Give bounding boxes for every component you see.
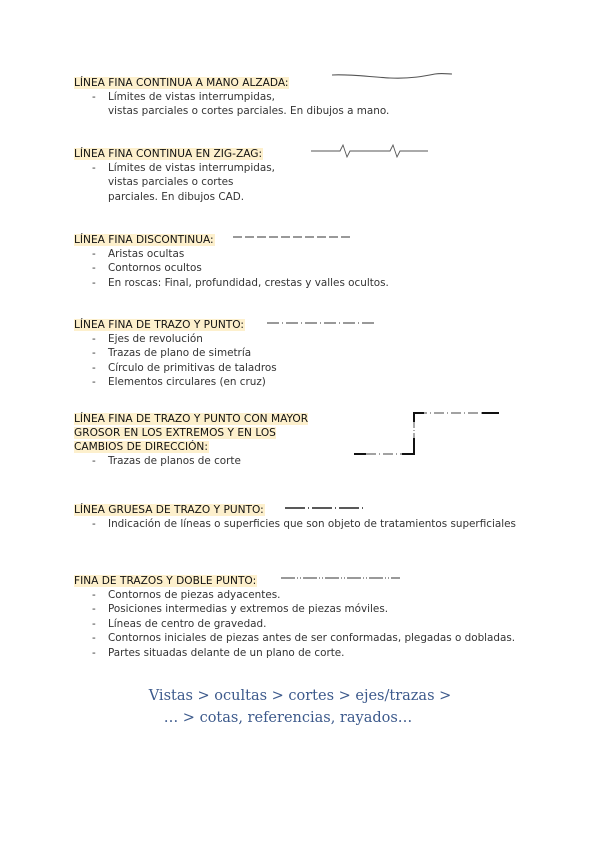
thick-dash-dot-sample xyxy=(284,502,366,512)
section-heading xyxy=(74,318,245,332)
summary-priority-line-1: Vistas > ocultas > cortes > ejes/trazas > xyxy=(148,688,452,704)
dashed-line-sample xyxy=(232,231,354,241)
section-zigzag-line xyxy=(74,142,275,204)
list-item: - Trazas de planos de corte xyxy=(92,454,308,468)
section-item-list xyxy=(74,517,544,531)
list-item: - Contornos iniciales de piezas antes de ser conformadas, plegadas o dobladas. xyxy=(92,631,544,645)
list-item: - Círculo de primitivas de taladros xyxy=(92,361,277,375)
section-item-list xyxy=(74,332,277,390)
heading-text: FINA DE TRAZOS Y DOBLE PUNTO: xyxy=(74,575,257,587)
section-heading xyxy=(74,503,265,517)
section-heading xyxy=(74,574,257,588)
list-item: - Líneas de centro de gravedad. xyxy=(92,617,544,631)
list-item: - Elementos circulares (en cruz) xyxy=(92,375,277,389)
summary-priority-line-2: … > cotas, referencias, rayados… xyxy=(163,710,413,726)
double-dot-line-sample xyxy=(280,572,402,582)
section-dash-dot-thick-ends xyxy=(74,412,308,468)
list-item: - Límites de vistas interrumpidas, vistas parciales o cortes parciales. En dibujos CAD. xyxy=(92,161,275,204)
list-item: - Indicación de líneas o superficies que son objeto de tratamientos superficiales xyxy=(92,517,544,531)
section-heading xyxy=(74,147,263,161)
list-item: - Ejes de revolución xyxy=(92,332,277,346)
cutting-plane-sample xyxy=(352,408,502,460)
heading-text: LÍNEA FINA CONTINUA A MANO ALZADA: xyxy=(74,77,289,89)
section-item-list xyxy=(74,588,544,660)
heading-text: LÍNEA FINA DE TRAZO Y PUNTO CON MAYOR GROSOR EN LOS EXTREMOS Y EN LOS CAMBIOS DE DIRECCIÓN: xyxy=(74,413,309,453)
section-dash-dot-line xyxy=(74,313,277,390)
dash-dot-line-sample xyxy=(266,317,376,327)
list-item: - En roscas: Final, profundidad, crestas y valles ocultos. xyxy=(92,276,389,290)
heading-text: LÍNEA FINA CONTINUA EN ZIG-ZAG: xyxy=(74,148,263,160)
section-heading xyxy=(74,233,215,247)
list-item: - Contornos ocultos xyxy=(92,261,389,275)
list-item: - Contornos de piezas adyacentes. xyxy=(92,588,544,602)
section-item-list xyxy=(74,161,275,204)
list-item: - Límites de vistas interrumpidas, vistas parciales o cortes parciales. En dibujos a mano. xyxy=(92,90,389,119)
section-heading xyxy=(74,76,289,90)
section-heading xyxy=(74,412,308,454)
list-item: - Partes situadas delante de un plano de corte. xyxy=(92,646,544,660)
section-item-list xyxy=(74,247,389,290)
list-item: - Trazas de plano de simetría xyxy=(92,346,277,360)
freehand-line-sample xyxy=(330,68,455,82)
heading-text: LÍNEA FINA DISCONTINUA: xyxy=(74,234,214,246)
heading-text: LÍNEA GRUESA DE TRAZO Y PUNTO: xyxy=(74,504,264,516)
section-item-list xyxy=(74,90,389,119)
section-double-dot xyxy=(74,569,544,660)
list-item: - Posiciones intermedias y extremos de piezas móviles. xyxy=(92,602,544,616)
section-item-list xyxy=(74,454,308,468)
zigzag-line-sample xyxy=(310,142,430,160)
list-item: - Aristas ocultas xyxy=(92,247,389,261)
heading-text: LÍNEA FINA DE TRAZO Y PUNTO: xyxy=(74,319,244,331)
